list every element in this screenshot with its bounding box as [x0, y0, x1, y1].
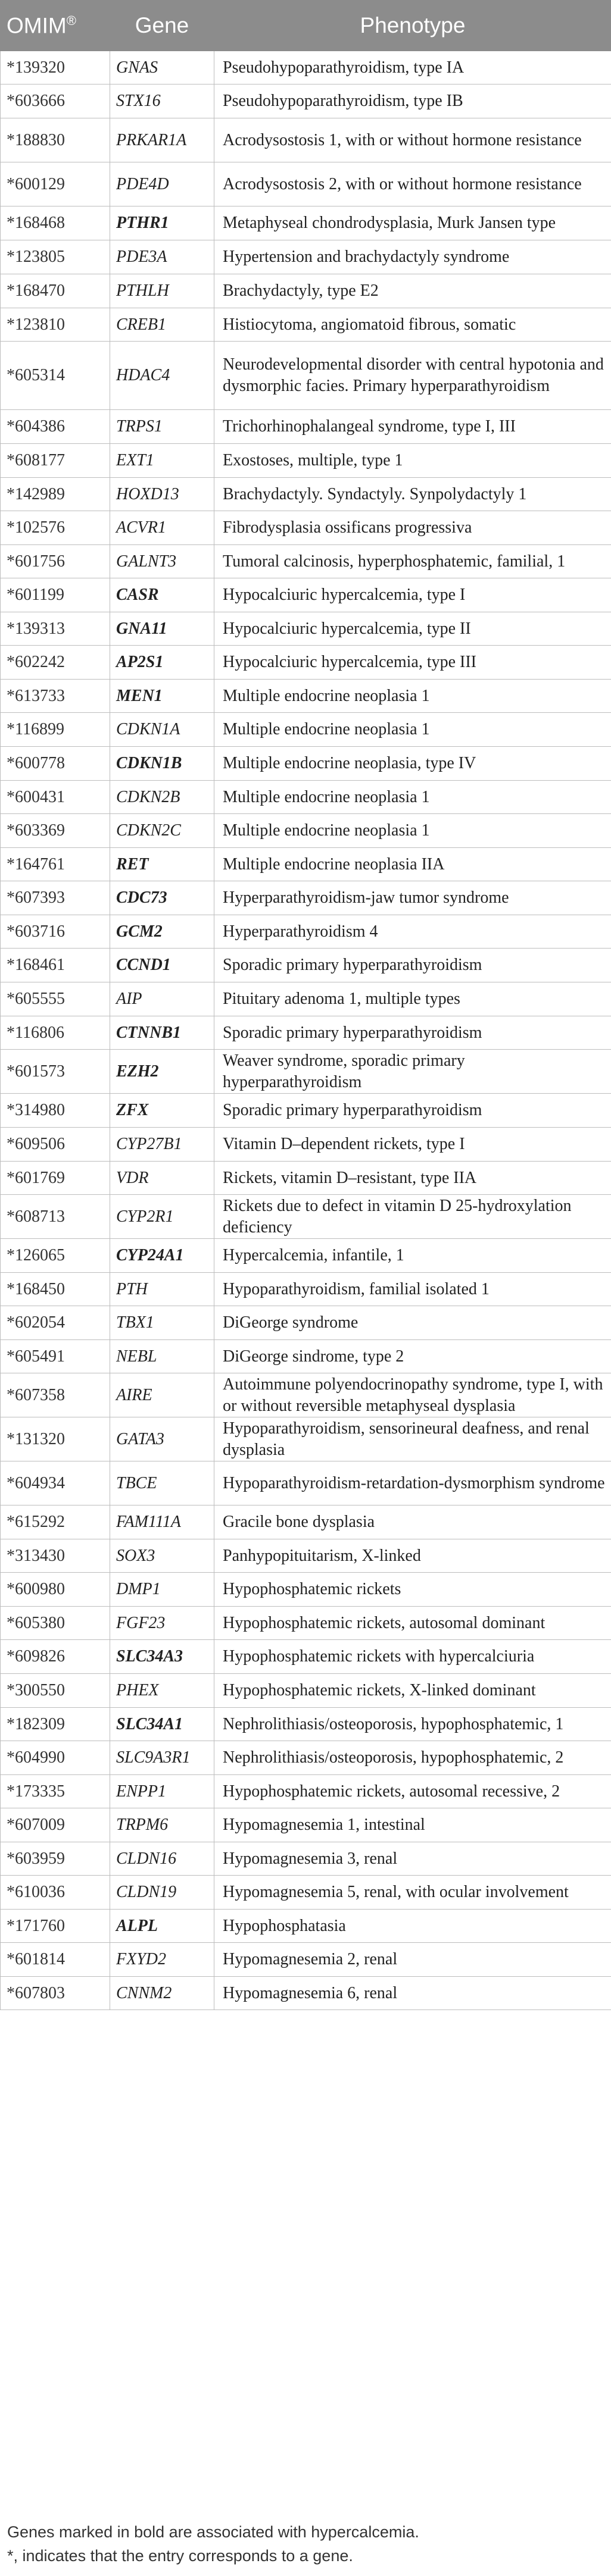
table-row	[1, 1977, 611, 2010]
phenotype-cell: Hypomagnesemia 3, renal	[214, 1842, 611, 1876]
omim-cell: *609826	[1, 1640, 110, 1674]
gene-cell: CDKN1A	[110, 713, 214, 747]
gene-cell: CTNNB1	[110, 1016, 214, 1050]
table-row	[1, 747, 611, 781]
gene-cell: ENPP1	[110, 1775, 214, 1808]
omim-cell: *604386	[1, 410, 110, 444]
gene-cell: CREB1	[110, 308, 214, 342]
omim-cell: *607009	[1, 1808, 110, 1842]
table-row	[1, 206, 611, 240]
phenotype-cell: Vitamin D–dependent rickets, type I	[214, 1128, 611, 1162]
omim-cell: *602242	[1, 646, 110, 680]
omim-cell: *168461	[1, 949, 110, 982]
phenotype-cell: Multiple endocrine neoplasia, type IV	[214, 747, 611, 781]
table-row	[1, 1461, 611, 1505]
omim-cell: *604990	[1, 1741, 110, 1775]
phenotype-cell: Multiple endocrine neoplasia 1	[214, 781, 611, 814]
phenotype-cell: Hypomagnesemia 2, renal	[214, 1943, 611, 1977]
phenotype-cell: Pituitary adenoma 1, multiple types	[214, 982, 611, 1016]
table-row	[1, 1943, 611, 1977]
phenotype-cell: Sporadic primary hyperparathyroidism	[214, 949, 611, 982]
table-row	[1, 814, 611, 848]
table-row	[1, 1050, 611, 1094]
omim-cell: *603716	[1, 915, 110, 949]
table-row	[1, 1273, 611, 1306]
omim-cell: *607358	[1, 1373, 110, 1417]
gene-cell: MEN1	[110, 680, 214, 713]
phenotype-cell: Tumoral calcinosis, hyperphosphatemic, familial, 1	[214, 545, 611, 578]
table-row	[1, 511, 611, 545]
gene-cell: GALNT3	[110, 545, 214, 578]
phenotype-cell: DiGeorge syndrome	[214, 1306, 611, 1340]
omim-cell: *609506	[1, 1128, 110, 1162]
table-row	[1, 982, 611, 1016]
table-row	[1, 478, 611, 511]
gene-cell: CYP2R1	[110, 1195, 214, 1239]
table-row	[1, 1876, 611, 1910]
gene-cell: PTHLH	[110, 274, 214, 308]
omim-cell: *608177	[1, 444, 110, 478]
table-row	[1, 1775, 611, 1808]
phenotype-cell: Hypercalcemia, infantile, 1	[214, 1239, 611, 1273]
gene-cell: GCM2	[110, 915, 214, 949]
gene-cell: CDKN2B	[110, 781, 214, 814]
omim-cell: *601199	[1, 578, 110, 612]
phenotype-cell: Sporadic primary hyperparathyroidism	[214, 1094, 611, 1128]
omim-cell: *608713	[1, 1195, 110, 1239]
omim-cell: *182309	[1, 1708, 110, 1741]
gene-cell: EXT1	[110, 444, 214, 478]
table-row	[1, 881, 611, 915]
phenotype-cell: Brachydactyly. Syndactyly. Synpolydactyly 1	[214, 478, 611, 511]
gene-cell: GATA3	[110, 1417, 214, 1461]
gene-cell: DMP1	[110, 1573, 214, 1607]
phenotype-cell: Hypocalciuric hypercalcemia, type I	[214, 578, 611, 612]
header-omim-label: OMIM	[7, 13, 67, 38]
phenotype-cell: Hypophosphatemic rickets, autosomal recessive, 2	[214, 1775, 611, 1808]
table-row	[1, 1607, 611, 1640]
omim-cell: *600778	[1, 747, 110, 781]
omim-cell: *607393	[1, 881, 110, 915]
phenotype-cell: Rickets, vitamin D–resistant, type IIA	[214, 1162, 611, 1195]
table-row	[1, 410, 611, 444]
gene-cell: AIP	[110, 982, 214, 1016]
phenotype-cell: Trichorhinophalangeal syndrome, type I, III	[214, 410, 611, 444]
table-row	[1, 342, 611, 410]
footnote-asterisk: *, indicates that the entry corresponds to a gene.	[7, 2547, 353, 2565]
table-row	[1, 1741, 611, 1775]
omim-cell: *313430	[1, 1539, 110, 1573]
gene-cell: PDE3A	[110, 240, 214, 274]
gene-cell: SOX3	[110, 1539, 214, 1573]
footnote-bold: Genes marked in bold are associated with hypercalcemia.	[7, 2523, 419, 2541]
table-row	[1, 444, 611, 478]
table-row	[1, 1373, 611, 1417]
gene-cell: CYP27B1	[110, 1128, 214, 1162]
table-footnotes	[7, 2520, 419, 2568]
phenotype-cell: Acrodysostosis 2, with or without hormone resistance	[214, 162, 611, 206]
table-row	[1, 1808, 611, 1842]
gene-cell: CYP24A1	[110, 1239, 214, 1273]
gene-cell: TRPM6	[110, 1808, 214, 1842]
gene-cell: AP2S1	[110, 646, 214, 680]
table-row	[1, 781, 611, 814]
gene-cell: CLDN19	[110, 1876, 214, 1910]
table-row	[1, 1708, 611, 1741]
registered-mark: ®	[66, 12, 76, 28]
phenotype-cell: Hypophosphatasia	[214, 1910, 611, 1943]
phenotype-cell: Hypophosphatemic rickets	[214, 1573, 611, 1607]
phenotype-cell: Hyperparathyroidism 4	[214, 915, 611, 949]
table-row	[1, 612, 611, 646]
gene-cell: SLC34A3	[110, 1640, 214, 1674]
phenotype-cell: Metaphyseal chondrodysplasia, Murk Jansen type	[214, 206, 611, 240]
omim-cell: *605380	[1, 1607, 110, 1640]
phenotype-cell: Hypomagnesemia 5, renal, with ocular involvement	[214, 1876, 611, 1910]
gene-cell: ALPL	[110, 1910, 214, 1943]
gene-cell: CDC73	[110, 881, 214, 915]
gene-cell: SLC9A3R1	[110, 1741, 214, 1775]
phenotype-cell: Hyperparathyroidism-jaw tumor syndrome	[214, 881, 611, 915]
gene-cell: CNNM2	[110, 1977, 214, 2010]
gene-cell: EZH2	[110, 1050, 214, 1094]
omim-cell: *605314	[1, 342, 110, 410]
table-row	[1, 578, 611, 612]
omim-cell: *314980	[1, 1094, 110, 1128]
gene-cell: TBX1	[110, 1306, 214, 1340]
table-row	[1, 1094, 611, 1128]
phenotype-cell: Hypertension and brachydactyly syndrome	[214, 240, 611, 274]
phenotype-cell: Brachydactyly, type E2	[214, 274, 611, 308]
table-row	[1, 1505, 611, 1539]
gene-cell: HDAC4	[110, 342, 214, 410]
gene-cell: FGF23	[110, 1607, 214, 1640]
gene-cell: CDKN2C	[110, 814, 214, 848]
phenotype-cell: Hypocalciuric hypercalcemia, type II	[214, 612, 611, 646]
table-row	[1, 915, 611, 949]
header-gene: Gene	[110, 1, 214, 51]
omim-cell: *116899	[1, 713, 110, 747]
gene-cell: ACVR1	[110, 511, 214, 545]
phenotype-cell: Hypoparathyroidism-retardation-dysmorphism syndrome	[214, 1461, 611, 1505]
gene-cell: GNA11	[110, 612, 214, 646]
phenotype-cell: DiGeorge sindrome, type 2	[214, 1340, 611, 1373]
phenotype-cell: Hypocalciuric hypercalcemia, type III	[214, 646, 611, 680]
table-row	[1, 713, 611, 747]
phenotype-cell: Hypophosphatemic rickets, autosomal dominant	[214, 1607, 611, 1640]
table-row	[1, 162, 611, 206]
omim-cell: *601573	[1, 1050, 110, 1094]
omim-cell: *607803	[1, 1977, 110, 2010]
phenotype-cell: Hypomagnesemia 6, renal	[214, 1977, 611, 2010]
gene-cell: PRKAR1A	[110, 118, 214, 162]
omim-cell: *610036	[1, 1876, 110, 1910]
table-row	[1, 1842, 611, 1876]
gene-cell: PHEX	[110, 1674, 214, 1708]
table-row	[1, 646, 611, 680]
table-row	[1, 848, 611, 881]
phenotype-cell: Gracile bone dysplasia	[214, 1505, 611, 1539]
gene-cell: CDKN1B	[110, 747, 214, 781]
table-row	[1, 1573, 611, 1607]
omim-cell: *605491	[1, 1340, 110, 1373]
gene-cell: CASR	[110, 578, 214, 612]
table-row	[1, 84, 611, 118]
table-row	[1, 680, 611, 713]
omim-cell: *601814	[1, 1943, 110, 1977]
gene-cell: AIRE	[110, 1373, 214, 1417]
phenotype-cell: Histiocytoma, angiomatoid fibrous, somatic	[214, 308, 611, 342]
omim-cell: *601756	[1, 545, 110, 578]
table-row	[1, 1239, 611, 1273]
omim-cell: *116806	[1, 1016, 110, 1050]
gene-cell: SLC34A1	[110, 1708, 214, 1741]
gene-cell: ZFX	[110, 1094, 214, 1128]
phenotype-cell: Nephrolithiasis/osteoporosis, hypophosphatemic, 2	[214, 1741, 611, 1775]
phenotype-cell: Multiple endocrine neoplasia IIA	[214, 848, 611, 881]
omim-cell: *168470	[1, 274, 110, 308]
phenotype-cell: Multiple endocrine neoplasia 1	[214, 814, 611, 848]
phenotype-cell: Panhypopituitarism, X-linked	[214, 1539, 611, 1573]
omim-cell: *123810	[1, 308, 110, 342]
omim-cell: *168468	[1, 206, 110, 240]
omim-cell: *603666	[1, 84, 110, 118]
phenotype-cell: Neurodevelopmental disorder with central hypotonia and dysmorphic facies. Primary hyperparathyroidism	[214, 342, 611, 410]
omim-cell: *168450	[1, 1273, 110, 1306]
omim-cell: *102576	[1, 511, 110, 545]
table-row	[1, 240, 611, 274]
omim-cell: *171760	[1, 1910, 110, 1943]
phenotype-cell: Hypophosphatemic rickets, X-linked dominant	[214, 1674, 611, 1708]
omim-cell: *605555	[1, 982, 110, 1016]
gene-cell: PDE4D	[110, 162, 214, 206]
phenotype-cell: Hypophosphatemic rickets with hypercalciuria	[214, 1640, 611, 1674]
omim-cell: *188830	[1, 118, 110, 162]
phenotype-cell: Hypoparathyroidism, sensorineural deafness, and renal dysplasia	[214, 1417, 611, 1461]
omim-cell: *300550	[1, 1674, 110, 1708]
gene-cell: RET	[110, 848, 214, 881]
phenotype-cell: Weaver syndrome, sporadic primary hyperparathyroidism	[214, 1050, 611, 1094]
omim-cell: *139320	[1, 51, 110, 84]
table-row	[1, 274, 611, 308]
table-row	[1, 1674, 611, 1708]
omim-cell: *601769	[1, 1162, 110, 1195]
phenotype-cell: Fibrodysplasia ossificans progressiva	[214, 511, 611, 545]
gene-cell: VDR	[110, 1162, 214, 1195]
gene-cell: CLDN16	[110, 1842, 214, 1876]
omim-cell: *600431	[1, 781, 110, 814]
omim-cell: *164761	[1, 848, 110, 881]
phenotype-cell: Nephrolithiasis/osteoporosis, hypophosphatemic, 1	[214, 1708, 611, 1741]
gene-cell: TRPS1	[110, 410, 214, 444]
omim-cell: *139313	[1, 612, 110, 646]
gene-cell: FAM111A	[110, 1505, 214, 1539]
omim-cell: *600129	[1, 162, 110, 206]
table-row	[1, 1539, 611, 1573]
table-header-row	[1, 1, 611, 51]
table-row	[1, 51, 611, 84]
table-row	[1, 1195, 611, 1239]
table-row	[1, 1417, 611, 1461]
table-row	[1, 1910, 611, 1943]
omim-cell: *131320	[1, 1417, 110, 1461]
gene-cell: PTHR1	[110, 206, 214, 240]
phenotype-cell: Rickets due to defect in vitamin D 25-hydroxylation deficiency	[214, 1195, 611, 1239]
table-body	[1, 51, 611, 2010]
phenotype-cell: Exostoses, multiple, type 1	[214, 444, 611, 478]
table-row	[1, 1340, 611, 1373]
phenotype-cell: Autoimmune polyendocrinopathy syndrome, type I, with or without reversible metaphyseal dysplasia	[214, 1373, 611, 1417]
table-row	[1, 1162, 611, 1195]
table-row	[1, 1128, 611, 1162]
phenotype-cell: Sporadic primary hyperparathyroidism	[214, 1016, 611, 1050]
omim-cell: *602054	[1, 1306, 110, 1340]
table-row	[1, 949, 611, 982]
phenotype-cell: Multiple endocrine neoplasia 1	[214, 713, 611, 747]
phenotype-cell: Hypomagnesemia 1, intestinal	[214, 1808, 611, 1842]
omim-cell: *613733	[1, 680, 110, 713]
omim-cell: *604934	[1, 1461, 110, 1505]
omim-cell: *600980	[1, 1573, 110, 1607]
table-row	[1, 545, 611, 578]
table-row	[1, 118, 611, 162]
omim-cell: *173335	[1, 1775, 110, 1808]
omim-cell: *615292	[1, 1505, 110, 1539]
phenotype-cell: Acrodysostosis 1, with or without hormone resistance	[214, 118, 611, 162]
phenotype-cell: Hypoparathyroidism, familial isolated 1	[214, 1273, 611, 1306]
omim-cell: *142989	[1, 478, 110, 511]
gene-cell: TBCE	[110, 1461, 214, 1505]
gene-cell: GNAS	[110, 51, 214, 84]
gene-cell: FXYD2	[110, 1943, 214, 1977]
table-row	[1, 308, 611, 342]
omim-cell: *603959	[1, 1842, 110, 1876]
table-row	[1, 1306, 611, 1340]
omim-cell: *123805	[1, 240, 110, 274]
header-phenotype: Phenotype	[214, 1, 611, 51]
gene-cell: STX16	[110, 84, 214, 118]
phenotype-cell: Pseudohypoparathyroidism, type IB	[214, 84, 611, 118]
gene-cell: PTH	[110, 1273, 214, 1306]
omim-cell: *126065	[1, 1239, 110, 1273]
table-row	[1, 1016, 611, 1050]
phenotype-cell: Multiple endocrine neoplasia 1	[214, 680, 611, 713]
gene-cell: HOXD13	[110, 478, 214, 511]
phenotype-cell: Pseudohypoparathyroidism, type IA	[214, 51, 611, 84]
table-row	[1, 1640, 611, 1674]
omim-cell: *603369	[1, 814, 110, 848]
header-omim	[1, 1, 110, 51]
gene-cell: CCND1	[110, 949, 214, 982]
gene-cell: NEBL	[110, 1340, 214, 1373]
